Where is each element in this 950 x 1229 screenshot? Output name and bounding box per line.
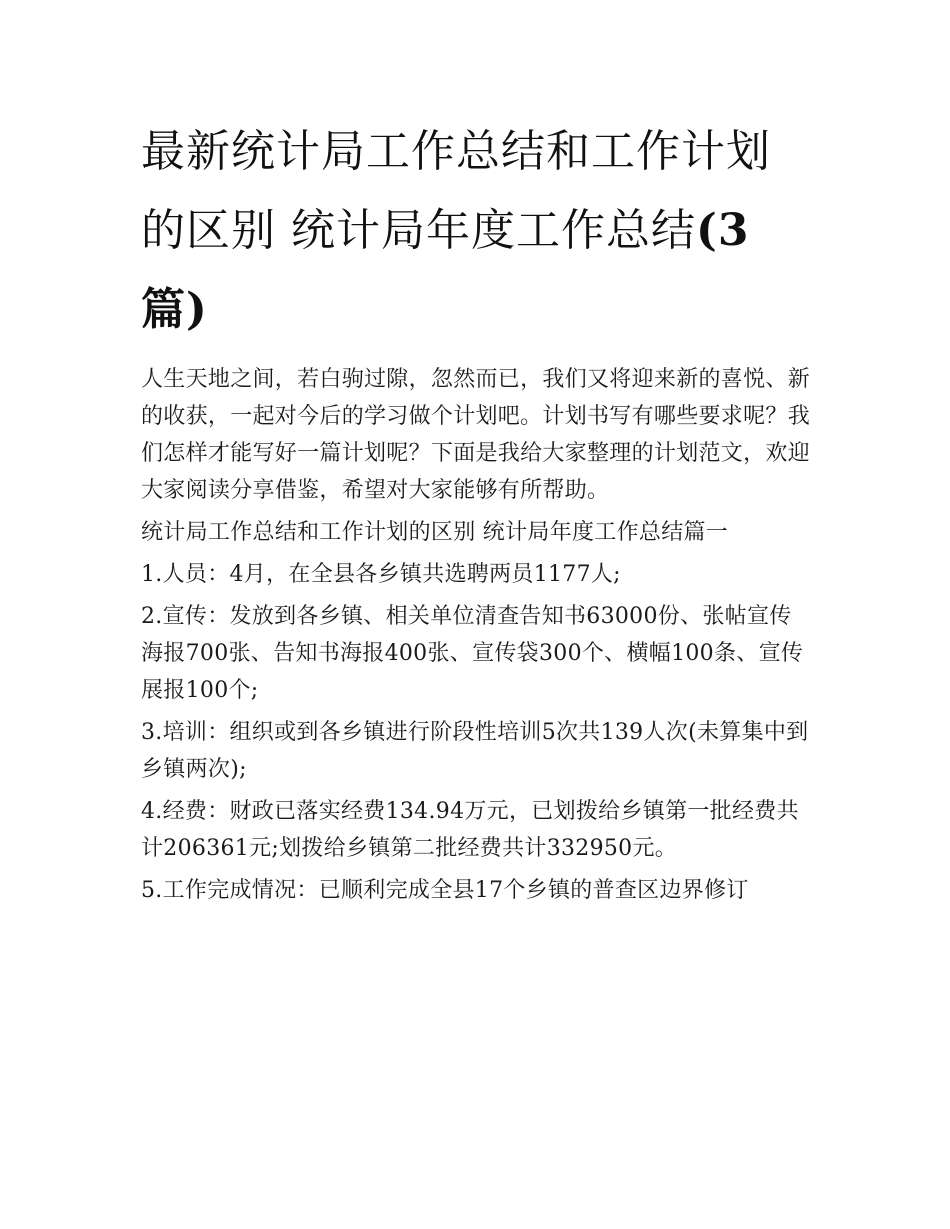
list-item: 1.人员：4月，在全县各乡镇共选聘两员1177人;	[141, 562, 621, 587]
title-main: 最新统计局工作总结和工作计划的区别 统计局年度工作总结	[141, 126, 771, 256]
list-item: 5.工作完成情况：已顺利完成全县17个乡镇的普查区边界修订	[141, 878, 749, 903]
title-suffix: (3篇)	[141, 205, 750, 335]
document-page	[141, 112, 813, 914]
list-item: 3.培训：组织或到各乡镇进行阶段性培训5次共139人次(未算集中到乡镇两次);	[141, 720, 809, 782]
list-item: 4.经费：财政已落实经费134.94万元，已划拨给乡镇第一批经费共计206361元;划拨给乡镇第二批经费共计332950元。	[141, 799, 799, 861]
list-item: 2.宣传：发放到各乡镇、相关单位清查告知书63000份、张帖宣传海报700张、告知书海报400张、宣传袋300个、横幅100条、宣传展报100个;	[141, 604, 804, 703]
document-title	[141, 112, 813, 349]
intro-paragraph: 人生天地之间，若白驹过隙，忽然而已，我们又将迎来新的喜悦、新的收获，一起对今后的学习做个计划吧。计划书写有哪些要求呢？我们怎样才能写好一篇计划呢？下面是我给大家整理的计划范文，欢迎大家阅读分享借鉴，希望对大家能够有所帮助。	[141, 367, 811, 503]
section-heading: 统计局工作总结和工作计划的区别 统计局年度工作总结篇一	[141, 520, 729, 545]
document-body	[141, 361, 813, 909]
